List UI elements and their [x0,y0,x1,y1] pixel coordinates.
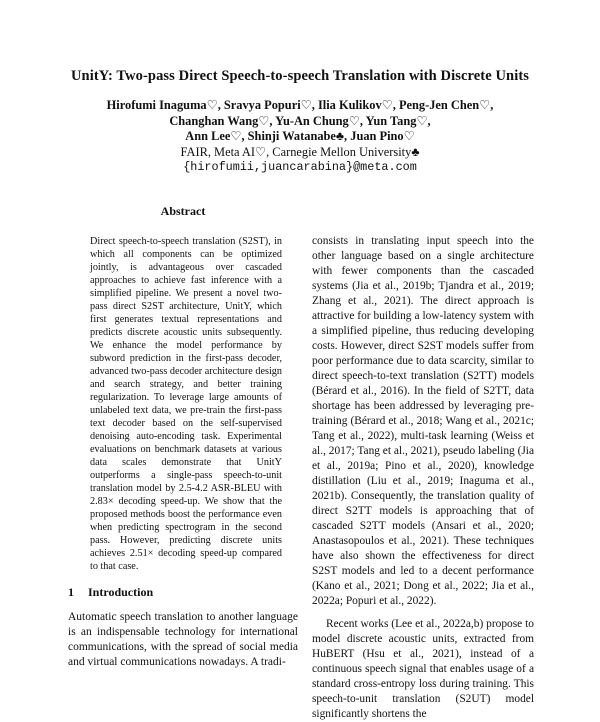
introduction-text: Automatic speech translation to another language is an indispensable technology for international communications, with the spread of social media and virtual communications nowadays. A tradi- [68,611,298,668]
section-heading-introduction [68,585,298,600]
author-block [0,98,600,176]
right-column-text [312,234,534,722]
section-title: Introduction [88,585,154,599]
affiliation: FAIR, Meta AI♡, Carnegie Mellon University♣ [180,144,420,159]
abstract-heading: Abstract [160,204,206,218]
authors-line-3: Ann Lee♡, Shinji Watanabe♣, Juan Pino♡ [185,129,415,143]
paragraph-1: consists in translating input speech into the other language based on a single architecture with fewer components than the cascaded systems (Jia et al., 2019b; Tjandra et al., 2019; Zhang et al., 2021). The direct approach is attractive for building a low-latency system with a simplified pipeline, thus reducing developing costs. However, direct S2ST models suffer from poor performance due to data scarcity, similar to direct speech-to-text translation (S2TT) models (Bérard et al., 2016). In the field of S2TT, data shortage has been addressed by leveraging pre-training (Bérard et al., 2018; Wang et al., 2021c; Tang et al., 2022), multi-task learning (Weiss et al., 2017; Tang et al., 2021), pseudo labeling (Jia et al., 2019a; Pino et al., 2020), knowledge distillation (Liu et al., 2019; Inaguma et al., 2021b). Consequently, the translation quality of direct S2TT models is approaching that of cascaded S2TT models (Ansari et al., 2020; Anastasopoulos et al., 2021). These techniques have also shown the effectiveness for direct S2ST models and led to a decent performance (Kano et al., 2021; Dong et al., 2022; Jia et al., 2022a; Popuri et al., 2022). [312,235,535,607]
paper-title: UnitY: Two-pass Direct Speech-to-speech Translation with Discrete Units [70,68,530,84]
authors-line-2: Changhan Wang♡, Yu-An Chung♡, Yun Tang♡, [169,113,431,128]
authors-line-1: Hirofumi Inaguma♡, Sravya Popuri♡, Ilia Kulikov♡, Peng-Jen Chen♡, [106,98,494,112]
abstract-text: Direct speech-to-speech translation (S2ST), in which all components can be optimized jointly, is advantageous over cascaded approaches to achieve fast inference with a simplified pipeline. We present a novel two-pass direct S2ST architecture, UnitY, which first generates textual representations and predicts discrete acoustic units subsequently. We enhance the model performance by subword prediction in the first-pass decoder, advanced two-pass decoder architecture design and search strategy, and better training regularization. To leverage large amounts of unlabeled text data, we pre-train the first-pass text decoder based on the self-supervised denoising auto-encoding task. Experimental evaluations on benchmark datasets at various data scales demonstrate that UnitY outperforms a single-pass speech-to-unit translation model by 2.5-4.2 ASR-BLEU with 2.83× decoding speed-up. We show that the proposed methods boost the performance even when predicting spectrogram in the second pass. However, predicting discrete units achieves 2.51× decoding speed-up compared to that case. [90,236,282,572]
section-number: 1 [68,585,74,599]
right-column [312,204,534,722]
paragraph-2: Recent works (Lee et al., 2022a,b) propose to model discrete acoustic units, extracted from HuBERT (Hsu et al., 2021), instead of a continuous speech signal that enables usage of a standard cross-entropy loss during training. This speech-to-unit translation (S2UT) model significantly shortens the [312,618,534,720]
email: {hirofumii,juancarabina}@meta.com [183,160,417,174]
left-column [68,204,298,670]
